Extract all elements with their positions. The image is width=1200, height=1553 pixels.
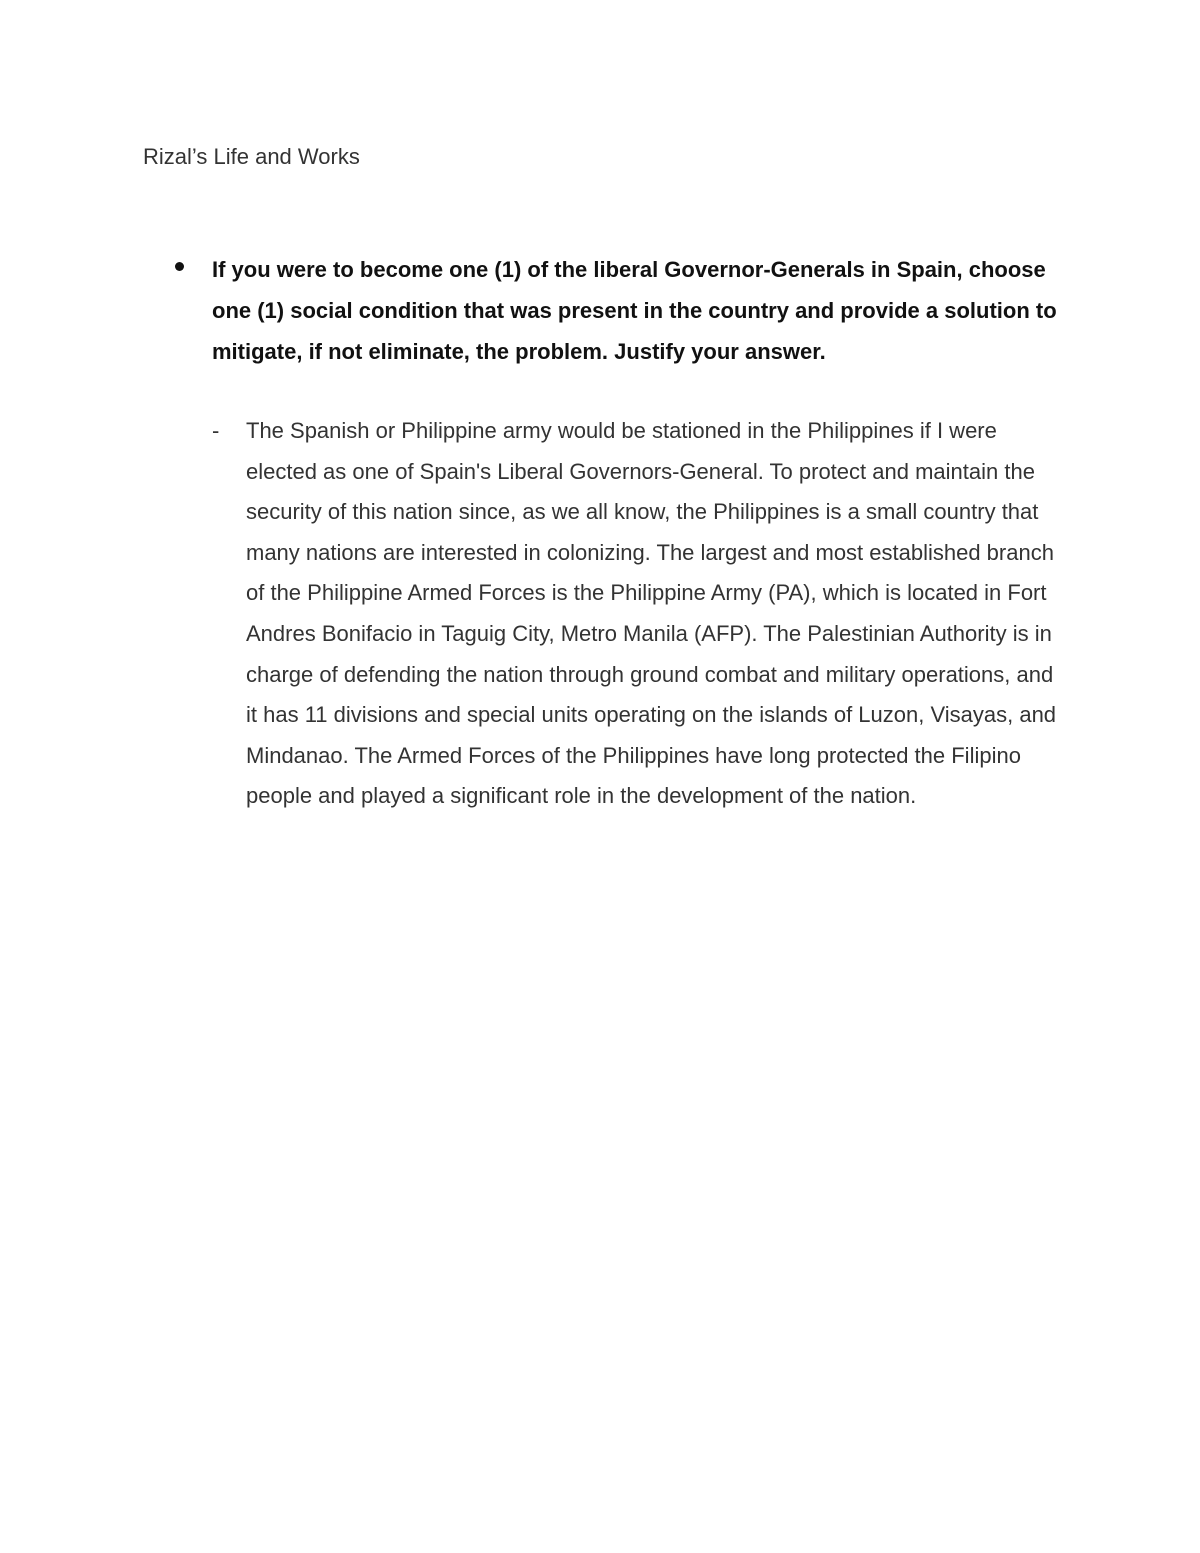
bullet-icon: [175, 262, 184, 271]
document-title: Rizal’s Life and Works: [143, 144, 360, 169]
question-text: If you were to become one (1) of the liberal Governor-Generals in Spain, choose one (1) social condition that was present in the country and provide a solution to mitigate, if not eliminate, the problem. Justify your answer.: [212, 257, 1057, 364]
answer-text: The Spanish or Philippine army would be stationed in the Philippines if I were elected as one of Spain's Liberal Governors-General. To protect and maintain the security of this nation since, as we all know, the Philippines is a small country that many nations are interested in colonizing. The largest and most established branch of the Philippine Armed Forces is the Philippine Army (PA), which is located in Fort Andres Bonifacio in Taguig City, Metro Manila (AFP). The Palestinian Authority is in charge of defending the nation through ground combat and military operations, and it has 11 divisions and special units operating on the islands of Luzon, Visayas, and Mindanao. The Armed Forces of the Philippines have long protected the Filipino people and played a significant role in the development of the nation.: [246, 418, 1057, 809]
answer-dash-marker: -: [212, 418, 220, 443]
